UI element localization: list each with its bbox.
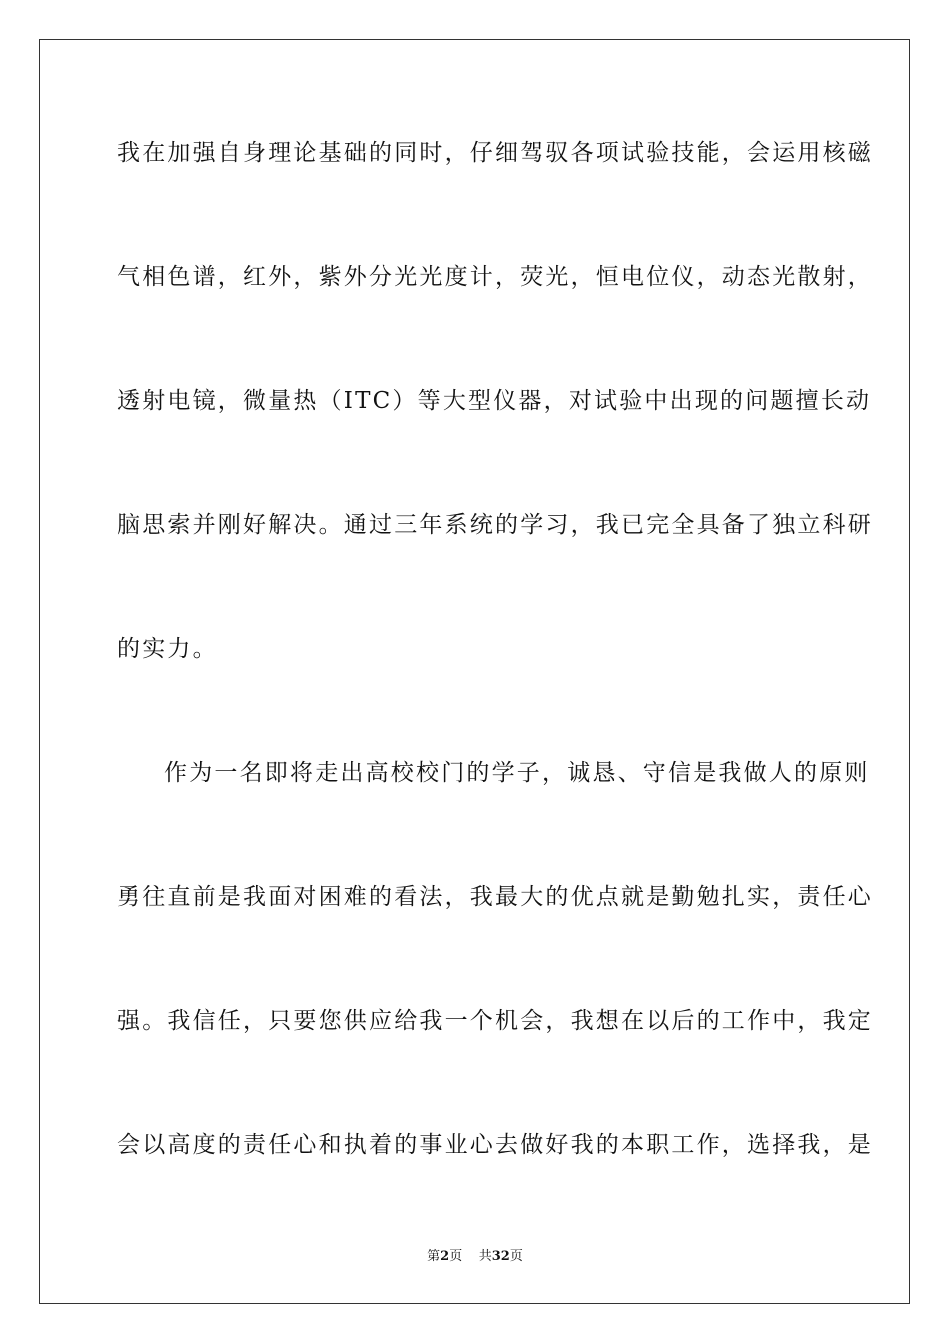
page-border <box>39 39 910 1304</box>
text-line-9: 会以高度的责任心和执着的事业心去做好我的本职工作，选择我，是 <box>117 1132 873 1158</box>
text-line-3: 透射电镜，微量热（ITC）等大型仪器，对试验中出现的问题擅长动 <box>117 388 872 414</box>
text-line-6: 作为一名即将走出高校校门的学子，诚恳、守信是我做人的原则 <box>164 760 870 786</box>
total-suffix: 页 <box>509 1249 523 1264</box>
text-line-8: 强。我信任，只要您供应给我一个机会，我想在以后的工作中，我定 <box>117 1008 873 1034</box>
text-line-4: 脑思索并刚好解决。通过三年系统的学习，我已完全具备了独立科研 <box>117 512 873 538</box>
text-line-7: 勇往直前是我面对困难的看法，我最大的优点就是勤勉扎实，责任心 <box>117 884 873 910</box>
total-pages: 32 <box>491 1249 510 1264</box>
text-line-1: 我在加强自身理论基础的同时，仔细驾驭各项试验技能，会运用核磁 <box>117 140 873 166</box>
page-suffix: 页 <box>449 1249 463 1264</box>
page-prefix: 第 <box>427 1249 441 1264</box>
page-footer <box>0 1248 950 1266</box>
page-number: 2 <box>440 1249 450 1264</box>
total-prefix: 共 <box>478 1249 492 1264</box>
text-line-2: 气相色谱，红外，紫外分光光度计，荧光，恒电位仪，动态光散射， <box>117 264 873 290</box>
text-line-5: 的实力。 <box>117 636 218 662</box>
